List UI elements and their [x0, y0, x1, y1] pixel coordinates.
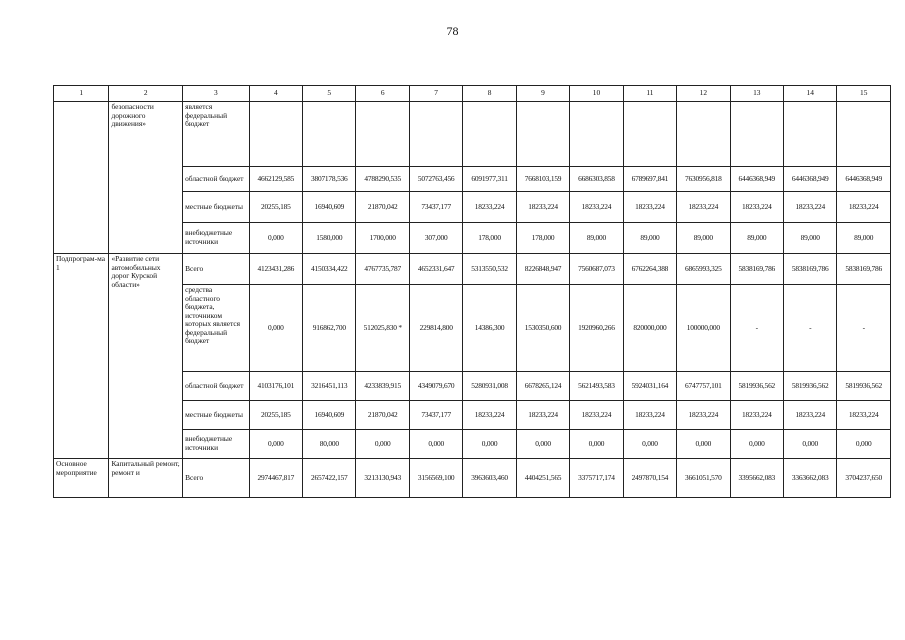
- value-cell: 18233,224: [623, 192, 676, 223]
- source-label: является федеральный бюджет: [183, 102, 250, 167]
- value-cell: 89,000: [783, 223, 836, 254]
- value-cell: 8226848,947: [516, 254, 569, 285]
- header-cell: 12: [677, 86, 730, 102]
- value-cell: 3375717,174: [570, 459, 623, 498]
- header-cell: 14: [783, 86, 836, 102]
- value-cell: [623, 102, 676, 167]
- value-cell: 3704237,650: [837, 459, 891, 498]
- value-cell: 0,000: [783, 430, 836, 459]
- value-cell: 3395662,083: [730, 459, 783, 498]
- value-cell: 229814,800: [409, 285, 462, 372]
- value-cell: 4404251,565: [516, 459, 569, 498]
- value-cell: 4349079,670: [409, 372, 462, 401]
- value-cell: [463, 102, 516, 167]
- value-cell: 18233,224: [783, 192, 836, 223]
- value-cell: 6747757,101: [677, 372, 730, 401]
- source-label: местные бюджеты: [183, 192, 250, 223]
- value-cell: 3661051,570: [677, 459, 730, 498]
- value-cell: 18233,224: [570, 401, 623, 430]
- header-cell: 11: [623, 86, 676, 102]
- value-cell: 7668103,159: [516, 167, 569, 192]
- program-name: Капитальный ремонт, ремонт и: [109, 459, 183, 498]
- source-label: Всего: [183, 254, 250, 285]
- value-cell: [570, 102, 623, 167]
- table-row: [54, 102, 891, 167]
- source-label: внебюджетные источники: [183, 430, 250, 459]
- value-cell: [677, 102, 730, 167]
- value-cell: 5819936,562: [730, 372, 783, 401]
- source-label: внебюджетные источники: [183, 223, 250, 254]
- value-cell: 6091977,311: [463, 167, 516, 192]
- value-cell: 5280931,008: [463, 372, 516, 401]
- value-cell: 178,000: [463, 223, 516, 254]
- value-cell: 100000,000: [677, 285, 730, 372]
- value-cell: [516, 102, 569, 167]
- value-cell: 5819936,562: [783, 372, 836, 401]
- value-cell: 3216451,113: [303, 372, 356, 401]
- value-cell: 6446368,949: [730, 167, 783, 192]
- value-cell: [356, 102, 409, 167]
- value-cell: 6678265,124: [516, 372, 569, 401]
- value-cell: 0,000: [409, 430, 462, 459]
- value-cell: 20255,185: [249, 401, 302, 430]
- value-cell: 5072763,456: [409, 167, 462, 192]
- value-cell: 5924031,164: [623, 372, 676, 401]
- value-cell: 4662129,585: [249, 167, 302, 192]
- value-cell: 7560687,073: [570, 254, 623, 285]
- value-cell: [409, 102, 462, 167]
- value-cell: 18233,224: [516, 401, 569, 430]
- value-cell: 5838169,786: [730, 254, 783, 285]
- value-cell: 5621493,583: [570, 372, 623, 401]
- value-cell: 4652331,647: [409, 254, 462, 285]
- table-row: [54, 459, 891, 498]
- table-row: [54, 254, 891, 285]
- header-row: [54, 86, 891, 102]
- value-cell: 18233,224: [623, 401, 676, 430]
- value-cell: 89,000: [570, 223, 623, 254]
- value-cell: 5838169,786: [783, 254, 836, 285]
- header-cell: 9: [516, 86, 569, 102]
- source-label: Всего: [183, 459, 250, 498]
- value-cell: 3156569,100: [409, 459, 462, 498]
- program-cell: [54, 102, 109, 254]
- source-label: средства областного бюджета, источником которых является федеральный бюджет: [183, 285, 250, 372]
- value-cell: 18233,224: [677, 192, 730, 223]
- value-cell: -: [730, 285, 783, 372]
- value-cell: 0,000: [837, 430, 891, 459]
- value-cell: 3963603,460: [463, 459, 516, 498]
- value-cell: [837, 102, 891, 167]
- value-cell: 2657422,157: [303, 459, 356, 498]
- value-cell: 6762264,388: [623, 254, 676, 285]
- header-cell: 6: [356, 86, 409, 102]
- header-cell: 10: [570, 86, 623, 102]
- value-cell: [303, 102, 356, 167]
- value-cell: 18233,224: [677, 401, 730, 430]
- value-cell: 4233839,915: [356, 372, 409, 401]
- page-number: 78: [446, 24, 459, 38]
- value-cell: -: [783, 285, 836, 372]
- budget-table: [53, 85, 891, 498]
- value-cell: 4788290,535: [356, 167, 409, 192]
- value-cell: 89,000: [730, 223, 783, 254]
- value-cell: 18233,224: [463, 401, 516, 430]
- value-cell: 6446368,949: [783, 167, 836, 192]
- value-cell: 3363662,083: [783, 459, 836, 498]
- value-cell: 0,000: [356, 430, 409, 459]
- value-cell: 5838169,786: [837, 254, 891, 285]
- value-cell: 18233,224: [570, 192, 623, 223]
- value-cell: 18233,224: [837, 401, 891, 430]
- program-code: Основное мероприятие: [54, 459, 109, 498]
- value-cell: 89,000: [623, 223, 676, 254]
- value-cell: 18233,224: [516, 192, 569, 223]
- value-cell: 1700,000: [356, 223, 409, 254]
- value-cell: 0,000: [249, 430, 302, 459]
- value-cell: 4103176,101: [249, 372, 302, 401]
- source-label: местные бюджеты: [183, 401, 250, 430]
- source-label: областной бюджет: [183, 167, 250, 192]
- value-cell: 80,000: [303, 430, 356, 459]
- value-cell: [249, 102, 302, 167]
- value-cell: 3807178,536: [303, 167, 356, 192]
- value-cell: 89,000: [677, 223, 730, 254]
- value-cell: 0,000: [623, 430, 676, 459]
- value-cell: 3213130,943: [356, 459, 409, 498]
- value-cell: 0,000: [249, 285, 302, 372]
- value-cell: 6446368,949: [837, 167, 891, 192]
- program-code: Подпрограм-ма 1: [54, 254, 109, 459]
- value-cell: 916862,700: [303, 285, 356, 372]
- value-cell: 73437,177: [409, 192, 462, 223]
- value-cell: 21870,042: [356, 192, 409, 223]
- value-cell: 18233,224: [783, 401, 836, 430]
- value-cell: 0,000: [570, 430, 623, 459]
- value-cell: 0,000: [677, 430, 730, 459]
- header-cell: 8: [463, 86, 516, 102]
- value-cell: 18233,224: [463, 192, 516, 223]
- value-cell: 20255,185: [249, 192, 302, 223]
- value-cell: 5819936,562: [837, 372, 891, 401]
- value-cell: 1920960,266: [570, 285, 623, 372]
- value-cell: 4150334,422: [303, 254, 356, 285]
- source-label: областной бюджет: [183, 372, 250, 401]
- value-cell: 5313550,532: [463, 254, 516, 285]
- header-cell: 13: [730, 86, 783, 102]
- value-cell: 2497870,154: [623, 459, 676, 498]
- header-cell: 15: [837, 86, 891, 102]
- value-cell: [730, 102, 783, 167]
- value-cell: 6789697,841: [623, 167, 676, 192]
- value-cell: 0,000: [730, 430, 783, 459]
- value-cell: 0,000: [516, 430, 569, 459]
- value-cell: 21870,042: [356, 401, 409, 430]
- value-cell: 1580,000: [303, 223, 356, 254]
- value-cell: 16940,609: [303, 192, 356, 223]
- value-cell: 16940,609: [303, 401, 356, 430]
- header-cell: 2: [109, 86, 183, 102]
- header-cell: 4: [249, 86, 302, 102]
- value-cell: 89,000: [837, 223, 891, 254]
- value-cell: 6865993,325: [677, 254, 730, 285]
- header-cell: 1: [54, 86, 109, 102]
- value-cell: 178,000: [516, 223, 569, 254]
- program-name: безопасности дорожного движения»: [109, 102, 183, 254]
- value-cell: [783, 102, 836, 167]
- value-cell: 0,000: [463, 430, 516, 459]
- program-name: «Развитие сети автомобильных дорог Курской области»: [109, 254, 183, 459]
- header-cell: 5: [303, 86, 356, 102]
- value-cell: 4767735,787: [356, 254, 409, 285]
- header-cell: 7: [409, 86, 462, 102]
- value-cell: 18233,224: [837, 192, 891, 223]
- value-cell: 73437,177: [409, 401, 462, 430]
- value-cell: 0,000: [249, 223, 302, 254]
- header-cell: 3: [183, 86, 250, 102]
- value-cell: 18233,224: [730, 192, 783, 223]
- value-cell: 512025,830 *: [356, 285, 409, 372]
- value-cell: 307,000: [409, 223, 462, 254]
- value-cell: 18233,224: [730, 401, 783, 430]
- value-cell: 2974467,817: [249, 459, 302, 498]
- value-cell: 7630956,818: [677, 167, 730, 192]
- value-cell: 6686303,858: [570, 167, 623, 192]
- value-cell: -: [837, 285, 891, 372]
- value-cell: 14386,300: [463, 285, 516, 372]
- value-cell: 820000,000: [623, 285, 676, 372]
- value-cell: 1530350,600: [516, 285, 569, 372]
- value-cell: 4123431,286: [249, 254, 302, 285]
